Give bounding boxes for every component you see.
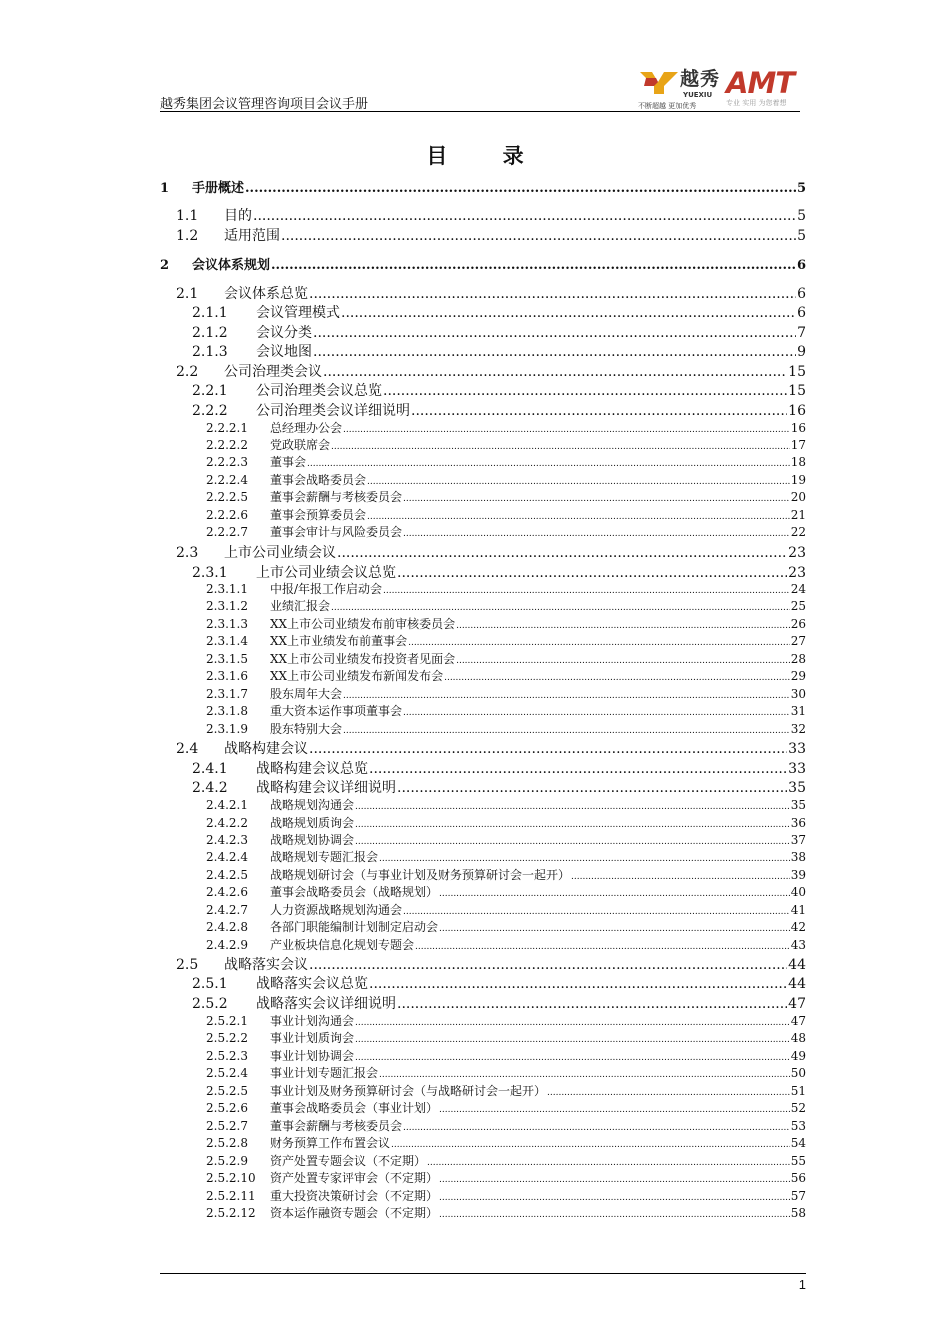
logo-slogan: 不断超越 更加优秀 (638, 102, 697, 110)
toc-entry-page: 28 (790, 652, 806, 666)
toc-entry-number: 1.1 (176, 208, 199, 224)
toc-entry-page: 16 (788, 403, 806, 419)
toc-entry-title: 战略构建会议详细说明 (256, 780, 396, 796)
toc-entry-number: 2.5.2.11 (206, 1189, 256, 1203)
toc-entry-page: 47 (790, 1014, 806, 1028)
toc-dot-leader (379, 850, 790, 864)
toc-entry[interactable] (160, 866, 806, 883)
toc-dot-leader (439, 1189, 790, 1203)
page-header (160, 60, 800, 110)
toc-dot-leader (281, 228, 796, 244)
toc-entry-title: 战略构建会议 (224, 741, 308, 757)
toc-entry-title: XX上市公司业绩发布投资者见面会 (270, 652, 456, 666)
toc-entry-page: 47 (788, 996, 806, 1012)
toc-entry-number: 2.3.1.8 (206, 704, 248, 718)
footer-divider (160, 1273, 806, 1274)
toc-entry-title: 战略规划质询会 (270, 816, 355, 830)
toc-dot-leader (383, 383, 787, 399)
toc-entry[interactable] (160, 954, 806, 974)
toc-entry-page: 44 (788, 957, 806, 973)
toc-entry[interactable] (160, 1204, 806, 1221)
toc-dot-leader (309, 286, 796, 302)
toc-entry[interactable] (160, 758, 806, 778)
toc-entry-page: 57 (790, 1189, 806, 1203)
toc-entry[interactable] (160, 361, 806, 381)
toc-entry-number: 2.2.2.5 (206, 490, 248, 504)
toc-entry-page: 18 (790, 455, 806, 469)
toc-dot-leader (439, 1171, 790, 1185)
toc-entry[interactable] (160, 419, 806, 436)
toc-entry-page: 25 (790, 599, 806, 613)
company-logo (638, 64, 800, 110)
toc-entry-page: 21 (790, 508, 806, 522)
toc-dot-leader (367, 508, 790, 522)
toc-dot-leader (439, 920, 790, 934)
toc-dot-leader (313, 344, 796, 360)
toc-entry-number: 1 (160, 181, 170, 196)
toc-dot-leader (397, 565, 787, 581)
toc-entry-title: 董事会薪酬与考核委员会 (270, 490, 403, 504)
toc-entry-page: 56 (790, 1171, 806, 1185)
toc-dot-leader (343, 687, 790, 701)
toc-entry[interactable] (160, 918, 806, 935)
toc-entry-page: 15 (788, 364, 806, 380)
toc-entry-number: 2.5.2.12 (206, 1206, 256, 1220)
toc-entry-number: 2.5.1 (192, 976, 228, 992)
toc-entry-title: 董事会预算委员会 (270, 508, 367, 522)
toc-dot-leader (456, 652, 790, 666)
toc-entry[interactable] (160, 322, 806, 342)
toc-entry-title: 会议体系总览 (224, 286, 308, 302)
toc-dot-leader (397, 780, 787, 796)
toc-entry-number: 2.4.2.2 (206, 816, 248, 830)
toc-entry-page: 36 (790, 816, 806, 830)
toc-dot-leader (369, 761, 787, 777)
toc-entry[interactable] (160, 936, 806, 953)
toc-entry-title: 适用范围 (224, 228, 280, 244)
toc-dot-leader (313, 325, 796, 341)
toc-entry-number: 2.5.2.5 (206, 1084, 248, 1098)
toc-entry[interactable] (160, 738, 806, 758)
toc-entry[interactable] (160, 580, 806, 597)
toc-dot-leader (403, 903, 790, 917)
toc-entry-title: 中报/年报工作启动会 (270, 582, 383, 596)
toc-entry-number: 2.5.2 (192, 996, 228, 1012)
toc-entry-title: 战略规划专题汇报会 (270, 850, 379, 864)
toc-entry[interactable] (160, 523, 806, 540)
page-number: 1 (798, 1277, 806, 1292)
toc-entry-page: 52 (790, 1101, 806, 1115)
toc-entry-page: 33 (788, 741, 806, 757)
toc-entry-title: 事业计划质询会 (270, 1031, 355, 1045)
toc-entry[interactable] (160, 341, 806, 361)
toc-dot-leader (245, 181, 796, 196)
toc-entry-number: 2.2.2.6 (206, 508, 248, 522)
toc-entry-page: 5 (796, 181, 806, 196)
toc-entry-page: 5 (797, 228, 806, 244)
document-title: 越秀集团会议管理咨询项目会议手册 (160, 97, 369, 112)
toc-entry-page: 31 (790, 704, 806, 718)
toc-dot-leader (331, 599, 790, 613)
toc-entry-number: 2.4.2.1 (206, 798, 248, 812)
toc-entry-number: 2.4.2 (192, 780, 228, 796)
toc-entry-number: 2.4.2.7 (206, 903, 248, 917)
toc-entry[interactable] (160, 225, 806, 245)
toc-dot-leader (383, 582, 790, 596)
toc-entry[interactable] (160, 650, 806, 667)
toc-entry[interactable] (160, 796, 806, 813)
yuexiu-logo-icon (638, 68, 680, 96)
toc-entry-page: 53 (790, 1119, 806, 1133)
toc-entry-number: 2.4.2.8 (206, 920, 248, 934)
toc-entry-title: XX上市业绩发布前董事会 (270, 634, 408, 648)
toc-entry-page: 9 (797, 344, 806, 360)
toc-entry-title: 战略落实会议总览 (256, 976, 368, 992)
toc-entry[interactable] (160, 562, 806, 582)
toc-entry[interactable] (160, 1029, 806, 1046)
toc-entry-title: 上市公司业绩会议总览 (256, 565, 396, 581)
toc-entry-page: 26 (790, 617, 806, 631)
toc-dot-leader (355, 1049, 790, 1063)
toc-dot-leader (456, 617, 790, 631)
toc-entry-page: 20 (790, 490, 806, 504)
toc-entry[interactable] (160, 302, 806, 322)
toc-dot-leader (367, 473, 790, 487)
toc-dot-leader (355, 833, 790, 847)
toc-entry-number: 2.3.1.7 (206, 687, 248, 701)
toc-entry-number: 2.4 (176, 741, 199, 757)
toc-entry[interactable] (160, 814, 806, 831)
toc-entry-title: 董事会薪酬与考核委员会 (270, 1119, 403, 1133)
logo-chinese-name: 越秀 (680, 68, 721, 90)
toc-entry[interactable] (160, 1152, 806, 1169)
toc-dot-leader (547, 1084, 790, 1098)
toc-entry-title: 各部门职能编制计划制定启动会 (270, 920, 439, 934)
toc-entry-title: 党政联席会 (270, 438, 331, 452)
toc-entry-title: 股东特别大会 (270, 722, 343, 736)
toc-dot-leader (379, 1066, 790, 1080)
toc-entry[interactable] (160, 400, 806, 420)
toc-entry-title: 股东周年大会 (270, 687, 343, 701)
header-divider (160, 111, 800, 112)
toc-entry-page: 17 (790, 438, 806, 452)
toc-entry[interactable] (160, 615, 806, 632)
toc-entry-title: 公司治理类会议详细说明 (256, 403, 410, 419)
toc-dot-leader (343, 722, 790, 736)
toc-entry-title: 资产处置专家评审会（不定期） (270, 1171, 439, 1185)
toc-entry-page: 37 (790, 833, 806, 847)
toc-entry[interactable] (160, 488, 806, 505)
toc-entry-number: 2.5.2.2 (206, 1031, 248, 1045)
toc-entry-number: 2.2.2 (192, 403, 228, 419)
toc-entry[interactable] (160, 685, 806, 702)
toc-entry[interactable] (160, 283, 806, 303)
toc-entry[interactable] (160, 848, 806, 865)
toc-entry-number: 2.3.1.3 (206, 617, 248, 631)
toc-entry-number: 1.2 (176, 228, 199, 244)
toc-entry[interactable] (160, 831, 806, 848)
toc-entry-page: 27 (790, 634, 806, 648)
toc-entry[interactable] (160, 973, 806, 993)
toc-entry-title: 董事会战略委员会（战略规划） (270, 885, 439, 899)
toc-entry-title: 战略构建会议总览 (256, 761, 368, 777)
toc-entry-number: 2.4.1 (192, 761, 228, 777)
toc-dot-leader (355, 798, 790, 812)
toc-entry-page: 22 (790, 525, 806, 539)
toc-entry-number: 2.2.2.4 (206, 473, 248, 487)
toc-entry-number: 2.3.1.4 (206, 634, 248, 648)
toc-entry-title: 会议地图 (256, 344, 312, 360)
toc-entry-title: 战略落实会议详细说明 (256, 996, 396, 1012)
toc-entry-number: 2.5.2.4 (206, 1066, 248, 1080)
toc-entry-number: 2 (160, 258, 170, 273)
toc-entry-number: 2.3.1.6 (206, 669, 248, 683)
toc-dot-leader (439, 1206, 790, 1220)
toc-entry-page: 19 (790, 473, 806, 487)
toc-entry-page: 43 (790, 938, 806, 952)
toc-entry-page: 42 (790, 920, 806, 934)
toc-entry-page: 50 (790, 1066, 806, 1080)
toc-dot-leader (307, 455, 790, 469)
toc-entry-number: 2.5.2.1 (206, 1014, 248, 1028)
toc-entry-title: 会议体系规划 (192, 258, 271, 273)
toc-dot-leader (439, 1101, 790, 1115)
toc-entry[interactable] (160, 506, 806, 523)
toc-dot-leader (408, 634, 790, 648)
toc-entry[interactable] (160, 1099, 806, 1116)
toc-entry-number: 2.3.1.5 (206, 652, 248, 666)
toc-entry[interactable] (160, 702, 806, 719)
toc-entry-page: 7 (797, 325, 806, 341)
toc-entry-page: 38 (790, 850, 806, 864)
toc-entry-title: 总经理办公会 (270, 421, 343, 435)
toc-entry-page: 6 (797, 305, 806, 321)
toc-dot-leader (271, 258, 796, 273)
toc-entry-number: 2.4.2.4 (206, 850, 248, 864)
toc-entry-number: 2.2.2.1 (206, 421, 248, 435)
toc-entry[interactable] (160, 542, 806, 562)
toc-entry-number: 2.3.1.1 (206, 582, 248, 596)
toc-entry-number: 2.4.2.6 (206, 885, 248, 899)
toc-entry-number: 2.2.2.3 (206, 455, 248, 469)
toc-entry[interactable] (160, 901, 806, 918)
toc-dot-leader (355, 816, 790, 830)
toc-entry[interactable] (160, 1117, 806, 1134)
toc-entry-title: 资产处置专题会议（不定期） (270, 1154, 427, 1168)
logo-pinyin: YUEXIU (683, 91, 713, 99)
toc-dot-leader (309, 741, 787, 757)
toc-entry-page: 24 (790, 582, 806, 596)
toc-entry-number: 2.5.2.6 (206, 1101, 248, 1115)
toc-entry[interactable] (160, 1012, 806, 1029)
toc-entry-title: 战略落实会议 (224, 957, 308, 973)
toc-entry-title: 事业计划协调会 (270, 1049, 355, 1063)
toc-entry[interactable] (160, 1134, 806, 1151)
toc-dot-leader (355, 1014, 790, 1028)
amt-tagline: 专业 实用 为您着想 (726, 99, 787, 107)
toc-dot-leader (331, 438, 790, 452)
toc-entry-number: 2.3.1.9 (206, 722, 248, 736)
toc-entry-number: 2.3.1 (192, 565, 228, 581)
toc-entry[interactable] (160, 1047, 806, 1064)
toc-entry-page: 32 (790, 722, 806, 736)
toc-entry-title: XX上市公司业绩发布前审核委员会 (270, 617, 456, 631)
toc-entry-number: 2.1.1 (192, 305, 228, 321)
toc-entry[interactable] (160, 436, 806, 453)
toc-entry-page: 29 (790, 669, 806, 683)
toc-entry[interactable] (160, 1169, 806, 1186)
toc-entry-title: 财务预算工作布置会议 (270, 1136, 391, 1150)
toc-entry-page: 58 (790, 1206, 806, 1220)
toc-entry-page: 44 (788, 976, 806, 992)
toc-dot-leader (444, 669, 790, 683)
toc-entry-page: 6 (796, 258, 806, 273)
toc-entry-title: 重大资本运作事项董事会 (270, 704, 403, 718)
toc-entry-title: 会议管理模式 (256, 305, 340, 321)
toc-entry-title: 公司治理类会议总览 (256, 383, 382, 399)
toc-entry-number: 2.4.2.5 (206, 868, 248, 882)
toc-entry-number: 2.5 (176, 957, 199, 973)
toc-dot-leader (403, 704, 790, 718)
toc-entry-number: 2.1.3 (192, 344, 228, 360)
toc-entry-page: 51 (790, 1084, 806, 1098)
toc-heading: 目 录 (426, 143, 548, 168)
toc-entry-title: 人力资源战略规划沟通会 (270, 903, 403, 917)
toc-entry-page: 49 (790, 1049, 806, 1063)
toc-dot-leader (309, 957, 787, 973)
toc-entry-title: 事业计划沟通会 (270, 1014, 355, 1028)
toc-entry-number: 2.4.2.9 (206, 938, 248, 952)
toc-entry-number: 2.5.2.9 (206, 1154, 248, 1168)
toc-entry-title: 产业板块信息化规划专题会 (270, 938, 415, 952)
toc-dot-leader (253, 208, 796, 224)
toc-entry-number: 2.1.2 (192, 325, 228, 341)
toc-entry[interactable] (160, 1082, 806, 1099)
toc-entry-page: 41 (790, 903, 806, 917)
toc-dot-leader (403, 1119, 790, 1133)
toc-entry-title: 战略规划沟通会 (270, 798, 355, 812)
toc-dot-leader (369, 976, 787, 992)
toc-entry[interactable] (160, 471, 806, 488)
toc-entry-number: 2.3.1.2 (206, 599, 248, 613)
toc-entry[interactable] (160, 632, 806, 649)
toc-entry[interactable] (160, 777, 806, 797)
toc-entry-number: 2.2.1 (192, 383, 228, 399)
toc-entry-title: 上市公司业绩会议 (224, 545, 336, 561)
toc-entry-number: 2.5.2.7 (206, 1119, 248, 1133)
toc-dot-leader (427, 1154, 790, 1168)
toc-entry[interactable] (160, 1187, 806, 1204)
toc-dot-leader (323, 364, 787, 380)
toc-entry-page: 5 (797, 208, 806, 224)
toc-entry[interactable] (160, 667, 806, 684)
toc-entry-title: 公司治理类会议 (224, 364, 322, 380)
toc-entry-page: 55 (790, 1154, 806, 1168)
toc-entry[interactable] (160, 453, 806, 470)
toc-entry-title: 目的 (224, 208, 252, 224)
toc-entry-page: 15 (788, 383, 806, 399)
toc-entry-title: 董事会战略委员会（事业计划） (270, 1101, 439, 1115)
toc-entry-title: 董事会 (270, 455, 307, 469)
toc-entry-page: 16 (790, 421, 806, 435)
toc-entry-title: 手册概述 (192, 181, 245, 196)
toc-dot-leader (343, 421, 790, 435)
toc-entry-title: 资本运作融资专题会（不定期） (270, 1206, 439, 1220)
toc-entry[interactable] (160, 380, 806, 400)
toc-entry-number: 2.2.2.2 (206, 438, 248, 452)
toc-entry-page: 30 (790, 687, 806, 701)
toc-entry[interactable] (160, 254, 806, 273)
toc-dot-leader (391, 1136, 790, 1150)
toc-entry-page: 33 (788, 761, 806, 777)
toc-entry-page: 23 (788, 565, 806, 581)
toc-dot-leader (403, 490, 790, 504)
toc-entry-page: 35 (790, 798, 806, 812)
toc-entry-number: 2.2.2.7 (206, 525, 248, 539)
toc-entry-page: 23 (788, 545, 806, 561)
toc-dot-leader (355, 1031, 790, 1045)
toc-dot-leader (415, 938, 790, 952)
toc-entry-title: 业绩汇报会 (270, 599, 331, 613)
toc-entry-number: 2.5.2.8 (206, 1136, 248, 1150)
toc-entry-page: 48 (790, 1031, 806, 1045)
toc-dot-leader (341, 305, 796, 321)
toc-entry-number: 2.4.2.3 (206, 833, 248, 847)
toc-entry-page: 40 (790, 885, 806, 899)
toc-entry-title: 事业计划及财务预算研讨会（与战略研讨会一起开） (270, 1084, 547, 1098)
toc-dot-leader (571, 868, 790, 882)
toc-entry[interactable] (160, 1064, 806, 1081)
toc-dot-leader (397, 996, 787, 1012)
toc-entry-title: 董事会战略委员会 (270, 473, 367, 487)
toc-entry-title: 重大投资决策研讨会（不定期） (270, 1189, 439, 1203)
toc-dot-leader (403, 525, 790, 539)
toc-entry[interactable] (160, 177, 806, 196)
toc-dot-leader (337, 545, 787, 561)
toc-entry[interactable] (160, 993, 806, 1013)
toc-entry-number: 2.3 (176, 545, 199, 561)
toc-entry-number: 2.5.2.10 (206, 1171, 256, 1185)
toc-entry[interactable] (160, 205, 806, 225)
amt-logo: AMT (726, 66, 795, 100)
toc-entry-title: 董事会审计与风险委员会 (270, 525, 403, 539)
toc-entry-page: 54 (790, 1136, 806, 1150)
toc-entry-title: 事业计划专题汇报会 (270, 1066, 379, 1080)
toc-entry-title: 战略规划研讨会（与事业计划及财务预算研讨会一起开） (270, 868, 571, 882)
toc-entry[interactable] (160, 720, 806, 737)
toc-dot-leader (439, 885, 790, 899)
toc-entry-title: XX上市公司业绩发布新闻发布会 (270, 669, 444, 683)
toc-entry-number: 2.1 (176, 286, 199, 302)
toc-entry-number: 2.5.2.3 (206, 1049, 248, 1063)
toc-entry-page: 6 (797, 286, 806, 302)
toc-entry-page: 35 (788, 780, 806, 796)
toc-entry-title: 会议分类 (256, 325, 312, 341)
toc-dot-leader (411, 403, 787, 419)
toc-entry-title: 战略规划协调会 (270, 833, 355, 847)
toc-entry[interactable] (160, 597, 806, 614)
toc-entry-page: 39 (790, 868, 806, 882)
toc-entry-number: 2.2 (176, 364, 199, 380)
toc-entry[interactable] (160, 883, 806, 900)
